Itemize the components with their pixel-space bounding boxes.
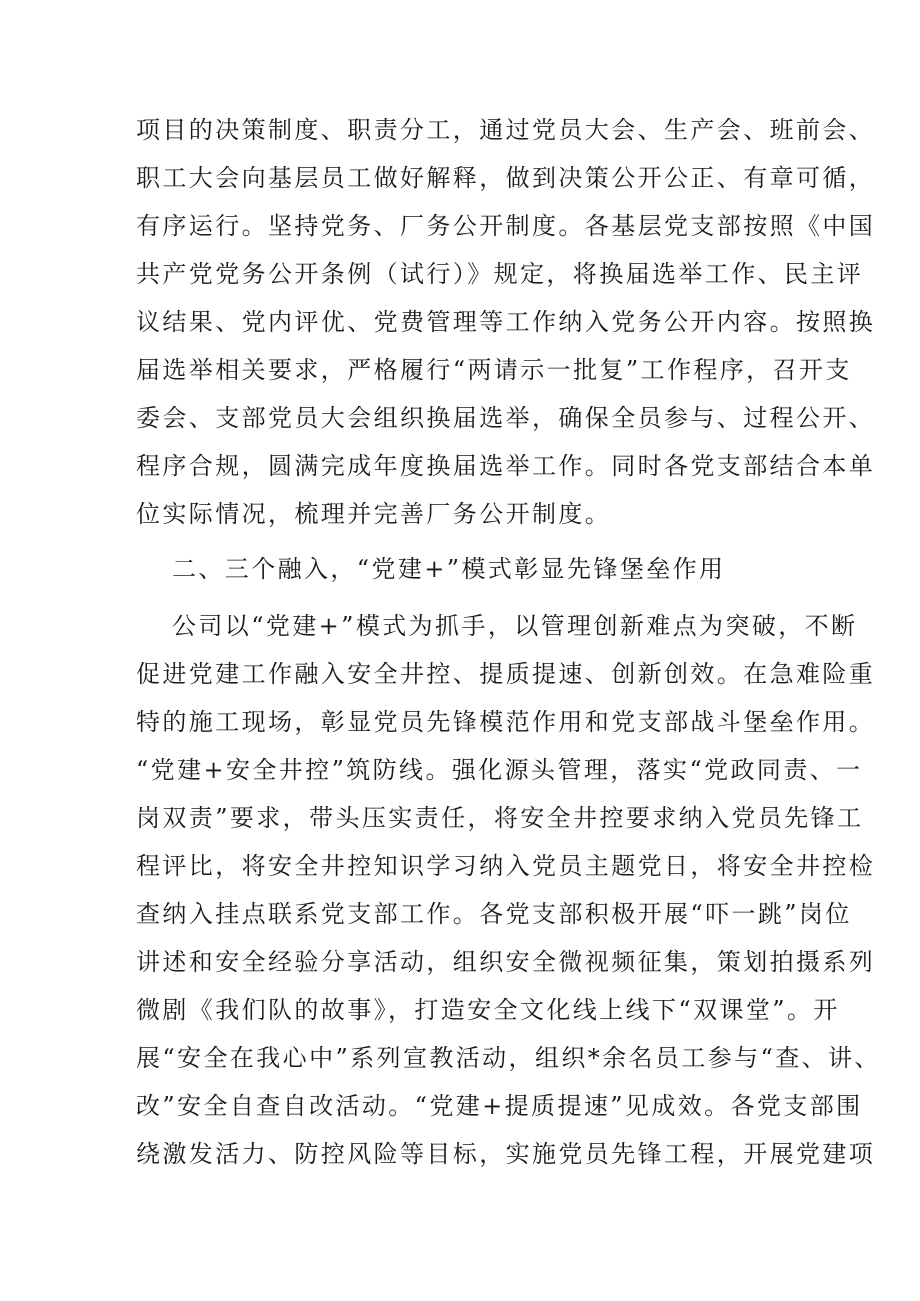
- paragraph-line: 程评比，将安全井控知识学习纳入党员主题党日，将安全井控检: [136, 852, 876, 880]
- paragraph-line: 微剧《我们队的故事》，打造安全文化线上线下“双课堂”。开: [136, 996, 840, 1024]
- paragraph-line: 委会、支部党员大会组织换届选举，确保全员参与、过程公开、: [136, 404, 876, 432]
- paragraph-line: 议结果、党内评优、党费管理等工作纳入党务公开内容。按照换: [136, 308, 876, 336]
- paragraph-line: 查纳入挂点联系党支部工作。各党支部积极开展“吓一跳”岗位: [136, 900, 852, 928]
- paragraph-line: 职工大会向基层员工做好解释，做到决策公开公正、有章可循，: [136, 164, 876, 192]
- paragraph-line: 位实际情况，梳理并完善厂务公开制度。: [136, 500, 612, 528]
- paragraph-line: “党建+安全井控”筑防线。强化源头管理，落实“党政同责、一: [136, 756, 863, 784]
- paragraph-line: 岗双责”要求，带头压实责任，将安全井控要求纳入党员先锋工: [136, 804, 864, 832]
- paragraph-line: 有序运行。坚持党务、厂务公开制度。各基层党支部按照《中国: [136, 212, 876, 240]
- paragraph-line: 项目的决策制度、职责分工，通过党员大会、生产会、班前会、: [136, 116, 876, 144]
- paragraph-line: 特的施工现场，彰显党员先锋模范作用和党支部战斗堡垒作用。: [136, 708, 876, 736]
- paragraph-line: 届选举相关要求，严格履行“两请示一批复”工作程序，召开支: [136, 356, 852, 384]
- section-heading: 二、三个融入，“党建+”模式彰显先锋堡垒作用: [172, 555, 726, 583]
- paragraph-line: 共产党党务公开条例（试行）》规定，将换届选举工作、民主评: [136, 260, 864, 288]
- paragraph-line: 展“安全在我心中”系列宣教活动，组织*余名员工参与“查、讲、: [136, 1044, 881, 1072]
- paragraph-line: 改”安全自查自改活动。“党建+提质提速”见成效。各党支部围: [136, 1092, 863, 1120]
- paragraph-line: 绕激发活力、防控风险等目标，实施党员先锋工程，开展党建项: [136, 1140, 876, 1168]
- paragraph-line: 公司以“党建+”模式为抓手，以管理创新难点为突破，不断: [172, 612, 858, 640]
- paragraph-line: 程序合规，圆满完成年度换届选举工作。同时各党支部结合本单: [136, 452, 876, 480]
- paragraph-line: 促进党建工作融入安全井控、提质提速、创新创效。在急难险重: [136, 660, 876, 688]
- paragraph-line: 讲述和安全经验分享活动，组织安全微视频征集，策划拍摄系列: [136, 948, 876, 976]
